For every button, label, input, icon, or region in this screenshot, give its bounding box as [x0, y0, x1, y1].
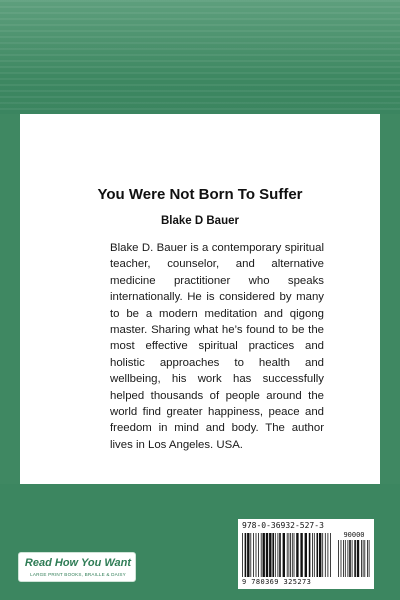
- book-title: You Were Not Born To Suffer: [97, 186, 303, 203]
- barcode-number: 9 780369 325273: [242, 578, 312, 586]
- barcode-addon-number: 90000: [343, 531, 365, 539]
- barcode-addon-icon: [338, 540, 370, 577]
- publisher-logo: [18, 552, 136, 582]
- isbn-label: 978-0-36932-527-3: [242, 521, 324, 530]
- barcode-box: [238, 519, 374, 589]
- cover-top-band: [0, 0, 400, 114]
- book-author: Blake D Bauer: [161, 215, 239, 227]
- publisher-tagline: LARGE PRINT BOOKS, BRAILLE & DAISY: [30, 572, 126, 577]
- publisher-name: Read How You Want: [24, 557, 132, 569]
- barcode-icon: [242, 533, 332, 577]
- author-bio: Blake D. Bauer is a contemporary spiritual teacher, counselor, and alternative medicine practitioner who speaks internationally. He is considered by many to be a modern meditation and qigong master. Sharing what he’s found to be the most effective spiritual practices and holistic approaches to health and wellbeing, his work has successfully helped thousands of people around the world find greater happiness, peace and freedom in mind and body. The author lives in Los Angeles. USA.: [110, 242, 324, 451]
